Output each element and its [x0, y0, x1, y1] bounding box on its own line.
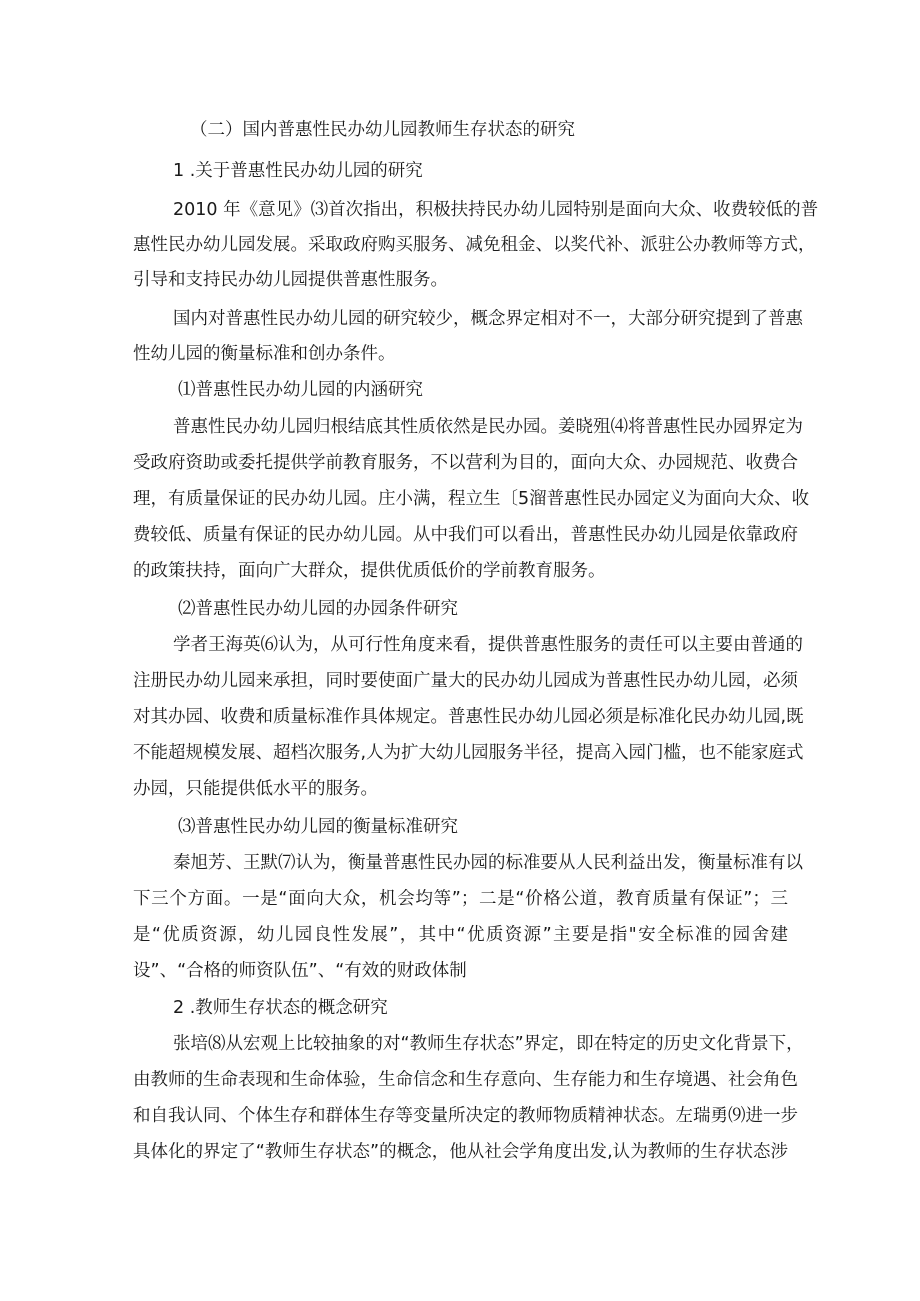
paragraph-line: 张培⑻从宏观上比较抽象的对“教师生存状态”界定，即在特定的历史文化背景下， — [173, 1034, 804, 1054]
item-1-heading: ⑴普惠性民办幼儿园的内涵研究 — [178, 380, 423, 400]
paragraph-line: 性幼儿园的衡量标准和创办条件。 — [133, 344, 396, 364]
paragraph-line: 惠性民办幼儿园发展。采取政府购买服务、减免租金、以奖代补、派驻公办教师等方式， — [133, 235, 816, 255]
paragraph-line: 普惠性民办幼儿园归根结底其性质依然是民办园。姜晓殂⑷将普惠性民办园界定为 — [173, 417, 803, 437]
paragraph-line: 理，有质量保证的民办幼儿园。庄小满，程立生〔5溜普惠性民办园定义为面向大众、收 — [133, 489, 810, 509]
paragraph-line: 是“优质资源，幼儿园良性发展”，其中“优质资源”主要是指"安全标准的园舍建 — [133, 925, 788, 945]
paragraph-line: 下三个方面。一是“面向大众，机会均等”；二是“价格公道，教育质量有保证”；三 — [133, 889, 788, 909]
subsection-1-heading: 1 .关于普惠性民办幼儿园的研究 — [173, 161, 423, 181]
paragraph-line: 对其办园、收费和质量标准作具体规定。普惠性民办幼儿园必须是标准化民办幼儿园,既 — [133, 707, 804, 727]
paragraph-line: 国内对普惠性民办幼儿园的研究较少，概念界定相对不一，大部分研究提到了普惠 — [173, 309, 803, 329]
paragraph-line: 注册民办幼儿园来承担，同时要使面广量大的民办幼儿园成为普惠性民办幼儿园，必须 — [133, 671, 798, 691]
paragraph-line: 办园，只能提供低水平的服务。 — [133, 779, 378, 799]
paragraph-line: 设”、“合格的师资队伍”、“有效的财政体制 — [133, 961, 467, 981]
paragraph-line: 具体化的界定了“教师生存状态”的概念，他从社会学角度出发,认为教师的生存状态涉 — [133, 1142, 788, 1162]
paragraph-line: 和自我认同、个体生存和群体生存等变量所决定的教师物质精神状态。左瑞勇⑼进一步 — [133, 1106, 798, 1126]
paragraph-line: 的政策扶持，面向广大群众，提供优质低价的学前教育服务。 — [133, 561, 606, 581]
item-2-heading: ⑵普惠性民办幼儿园的办园条件研究 — [178, 599, 458, 619]
item-3-heading: ⑶普惠性民办幼儿园的衡量标准研究 — [178, 817, 458, 837]
paragraph-line: 2010 年《意见》⑶首次指出，积极扶持民办幼儿园特别是面向大众、收费较低的普 — [173, 200, 819, 220]
paragraph-line: 秦旭芳、王默⑺认为，衡量普惠性民办园的标准要从人民利益出发，衡量标准有以 — [173, 853, 803, 873]
paragraph-line: 学者王海英⑹认为，从可行性角度来看，提供普惠性服务的责任可以主要由普通的 — [173, 635, 803, 655]
subsection-2-heading: 2 .教师生存状态的概念研究 — [173, 998, 388, 1018]
section-heading: （二）国内普惠性民办幼儿园教师生存状态的研究 — [190, 120, 575, 140]
paragraph-line: 由教师的生命表现和生命体验，生命信念和生存意向、生存能力和生存境遇、社会角色 — [133, 1070, 798, 1090]
paragraph-line: 受政府资助或委托提供学前教育服务，不以营利为目的，面向大众、办园规范、收费合 — [133, 453, 798, 473]
paragraph-line: 费较低、质量有保证的民办幼儿园。从中我们可以看出，普惠性民办幼儿园是依靠政府 — [133, 525, 798, 545]
paragraph-line: 不能超规模发展、超档次服务,人为扩大幼儿园服务半径，提高入园门槛，也不能家庭式 — [133, 743, 804, 763]
paragraph-line: 引导和支持民办幼儿园提供普惠性服务。 — [133, 270, 448, 290]
